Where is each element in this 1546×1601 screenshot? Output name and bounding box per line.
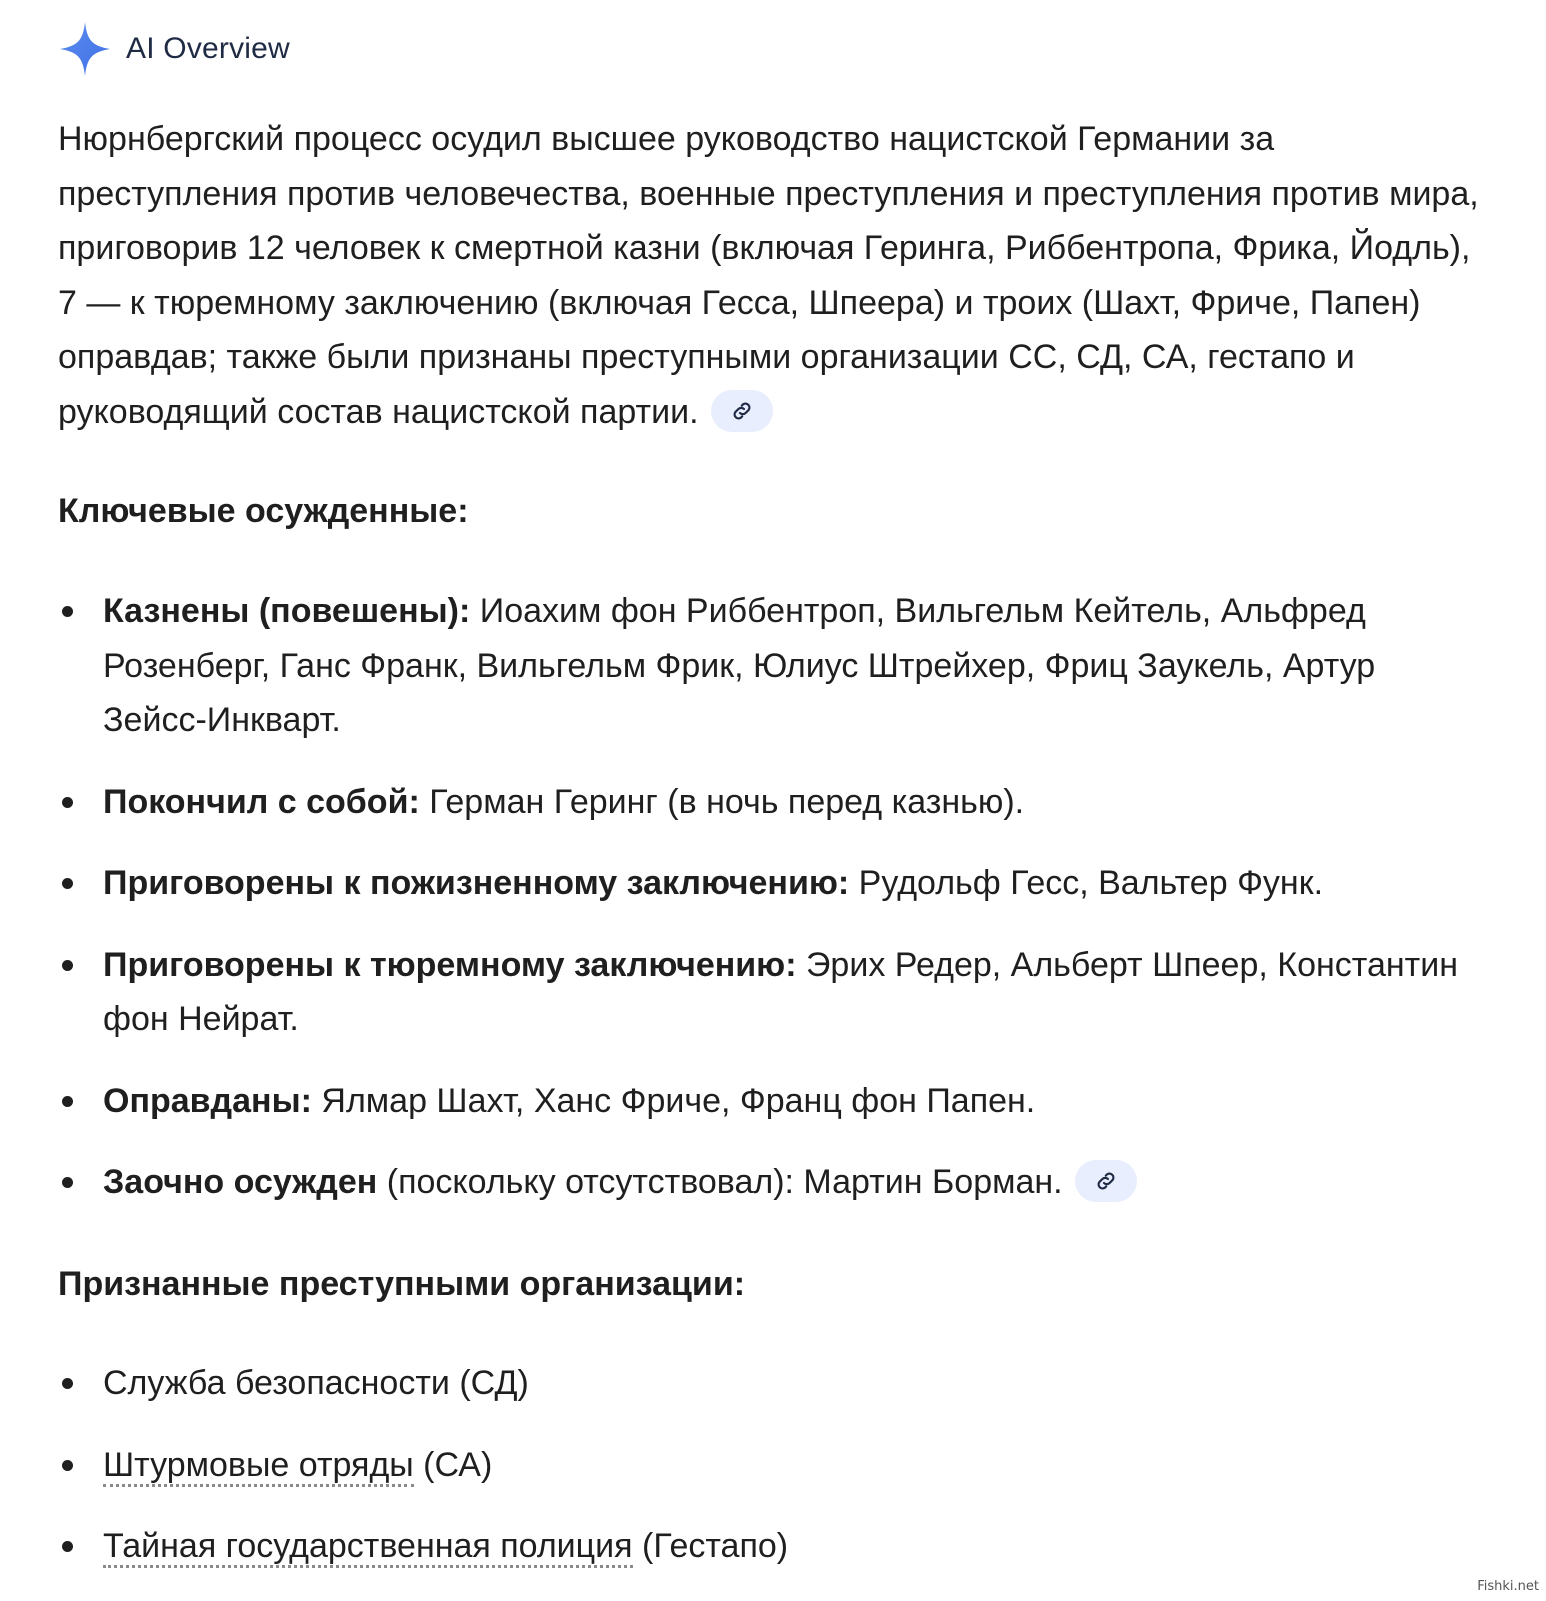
convicted-list (58, 584, 1488, 1237)
item-text: (Гестапо) (632, 1527, 789, 1565)
item-label: Заочно осужден (103, 1163, 378, 1201)
convicted-heading: Ключевые осужденные: (58, 492, 469, 530)
item-label: Приговорены к тюремному заключению: (103, 945, 797, 984)
item-text: Иоахим фон Риббентроп, Вильгельм Кейтель, Альфред Розенберг, Ганс Франк, Вильгельм Фрик, Юлиус Штрейхер, Фриц Заукель, Артур Зейсс-Инкварт. (103, 592, 1376, 739)
item-text: (поскольку отсутствовал): Мартин Борман. (377, 1163, 1063, 1201)
intro-paragraph (58, 112, 1488, 439)
list-item (58, 1155, 1488, 1210)
list-item (58, 1438, 1488, 1493)
item-label: Покончил с собой: (103, 782, 420, 821)
link-icon (730, 399, 754, 423)
bullet (62, 960, 73, 971)
item-text: Рудольф Гесс, Вальтер Функ. (849, 864, 1324, 902)
list-item (58, 1356, 1488, 1411)
source-link-chip[interactable] (1075, 1160, 1137, 1202)
item-label: Оправданы: (103, 1081, 312, 1120)
item-label: Казнены (повешены): (103, 592, 471, 630)
source-link-chip[interactable] (711, 390, 773, 432)
bullet (62, 1096, 73, 1107)
item-text: (СА) (413, 1445, 493, 1484)
bullet (62, 606, 73, 617)
ai-overview-header (58, 20, 290, 78)
item-text: Служба безопасности (СД) (103, 1364, 529, 1402)
gemini-sparkle-icon (58, 20, 112, 78)
bullet (62, 797, 73, 808)
term-link[interactable]: Штурмовые отряды (103, 1446, 414, 1487)
intro-text: Нюрнбергский процесс осудил высшее руководство нацистской Германии за преступления против человечества, военные преступления и преступления против мира, приговорив 12 человек к смертной казни (включая Геринга, Риббентропа, Фрика, Йодль), 7 — к тюремному заключению (включая Гесса, Шпеера) и троих (Шахт, Фриче, Папен) оправдав; также были признаны преступными организации СС, СД, СА, гестапо и руководящий состав нацистской партии. (58, 120, 1479, 431)
header-title: AI Overview (126, 32, 290, 65)
list-item (58, 1074, 1488, 1129)
term-link[interactable]: Тайная государственная полиция (103, 1527, 633, 1568)
list-item (58, 584, 1488, 748)
organizations-heading: Признанные преступными организации: (58, 1265, 746, 1303)
item-label: Приговорены к пожизненному заключению: (103, 864, 850, 902)
item-text: Герман Геринг (в ночь перед казнью). (419, 782, 1025, 821)
link-icon (1094, 1169, 1118, 1193)
item-text: Ялмар Шахт, Ханс Фриче, Франц фон Папен. (311, 1081, 1036, 1120)
list-item (58, 1519, 1488, 1574)
list-item (58, 856, 1488, 911)
list-item (58, 775, 1488, 830)
organizations-list (58, 1356, 1488, 1601)
bullet (62, 1177, 73, 1188)
list-item (58, 938, 1488, 1047)
item-text: Эрих Редер, Альберт Шпеер, Константин фон Нейрат. (103, 945, 1458, 1038)
bullet (62, 878, 73, 889)
bullet (62, 1378, 73, 1389)
bullet (62, 1541, 73, 1552)
bullet (62, 1460, 73, 1471)
watermark: Fishki.net (1474, 1579, 1542, 1594)
